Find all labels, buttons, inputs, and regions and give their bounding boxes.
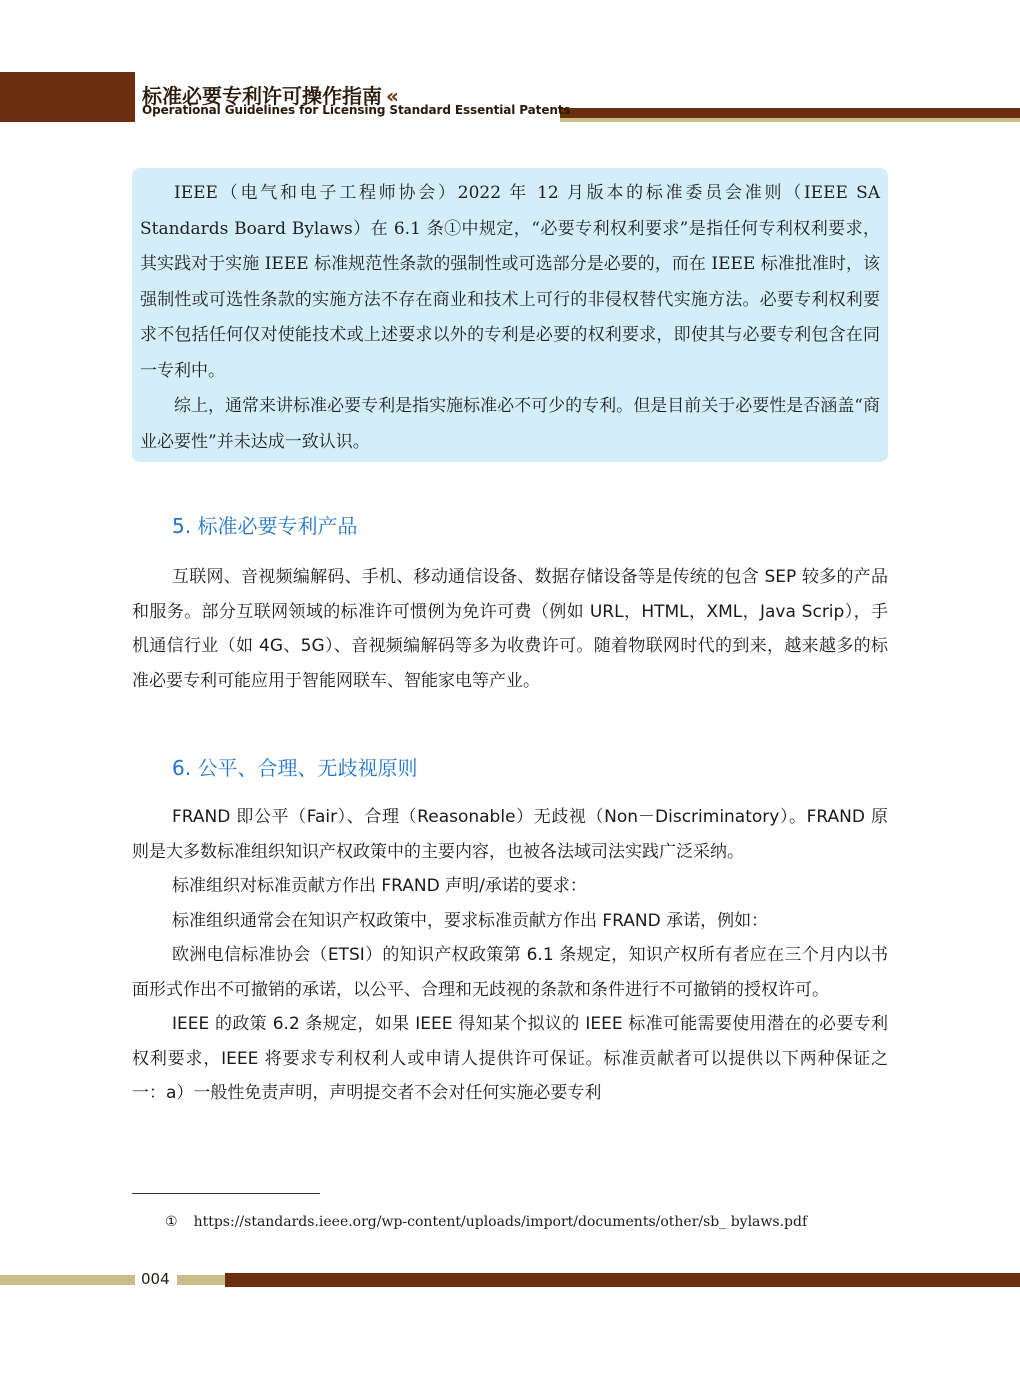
section-5-paragraph-1: 互联网、音视频编解码、手机、移动通信设备、数据存储设备等是传统的包含 SEP 较多的产品和服务。部分互联网领域的标准许可惯例为免许可费（例如 URL，HTML，XML，Java Scrip），手机通信行业（如 4G、5G）、音视频编解码等多为收费许可。随着物联网时代的到来，越来越多的标准必要专利可能应用于智能网联车、智能家电等产业。 xyxy=(132,567,888,691)
book-title: 标准必要专利许可操作指南 « xyxy=(142,84,399,108)
footer-rule-light-left xyxy=(0,1275,135,1285)
footnote-mark: ① xyxy=(165,1214,178,1230)
definition-box xyxy=(132,168,888,462)
section-5-heading: 5. 标准必要专利产品 xyxy=(172,514,358,538)
header-rule-dark xyxy=(560,108,1020,118)
footnote-rule xyxy=(132,1193,320,1194)
page-number: 004 xyxy=(141,1270,170,1288)
section-6-paragraph-2: 标准组织对标准贡献方作出 FRAND 声明/承诺的要求： xyxy=(172,876,587,896)
section-6-heading: 6. 公平、合理、无歧视原则 xyxy=(172,756,418,780)
footer-rule-light-mid xyxy=(177,1275,225,1285)
footer-rule-dark xyxy=(225,1273,1020,1287)
header-rule-light xyxy=(560,118,1020,122)
section-6-paragraph-1: FRAND 即公平（Fair）、合理（Reasonable）无歧视（Non－Discriminatory）。FRAND 原则是大多数标准组织知识产权政策中的主要内容，也被各法域司法实践广泛采纳。 xyxy=(132,807,888,862)
box-paragraph-1: IEEE（电气和电子工程师协会）2022 年 12 月版本的标准委员会准则（IEEE SA Standards Board Bylaws）在 6.1 条①中规定，“必要专利权利要求”是指任何专利权利要求，其实践对于实施 IEEE 标准规范性条款的强制性或可选部分是必要的，而在 IEEE 标准批准时，该强制性或可选性条款的实施方法不存在商业和技术上可行的非侵权替代实施方法。必要专利权利要求不包括任何仅对使能技术或上述要求以外的专利是必要的权利要求，即使其与必要专利包含在同一专利中。 xyxy=(140,183,880,381)
header-color-block xyxy=(0,72,135,122)
chevron-icon: « xyxy=(386,84,399,108)
section-6-paragraph-3: 标准组织通常会在知识产权政策中，要求标准贡献方作出 FRAND 承诺，例如： xyxy=(172,910,769,931)
footnote-link[interactable]: https://standards.ieee.org/wp-content/uploads/import/documents/other/sb_ bylaws.pdf xyxy=(193,1214,808,1230)
box-paragraph-2: 综上，通常来讲标准必要专利是指实施标准必不可少的专利。但是目前关于必要性是否涵盖“商业必要性”并未达成一致认识。 xyxy=(140,396,880,452)
footnote xyxy=(165,1214,807,1230)
section-6-paragraph-5: IEEE 的政策 6.2 条规定，如果 IEEE 得知某个拟议的 IEEE 标准可能需要使用潜在的必要专利权利要求，IEEE 将要求专利权利人或申请人提供许可保证。标准贡献者可以提供以下两种保证之一：a）一般性免责声明，声明提交者不会对任何实施必要专利 xyxy=(132,1014,888,1103)
section-6-paragraph-4: 欧洲电信标准协会（ETSI）的知识产权政策第 6.1 条规定，知识产权所有者应在三个月内以书面形式作出不可撤销的承诺，以公平、合理和无歧视的条款和条件进行不可撤销的授权许可。 xyxy=(132,945,888,1000)
section-6-body xyxy=(132,800,888,1111)
section-5-body xyxy=(132,560,888,698)
book-subtitle: Operational Guidelines for Licensing Standard Essential Patents xyxy=(142,103,571,117)
